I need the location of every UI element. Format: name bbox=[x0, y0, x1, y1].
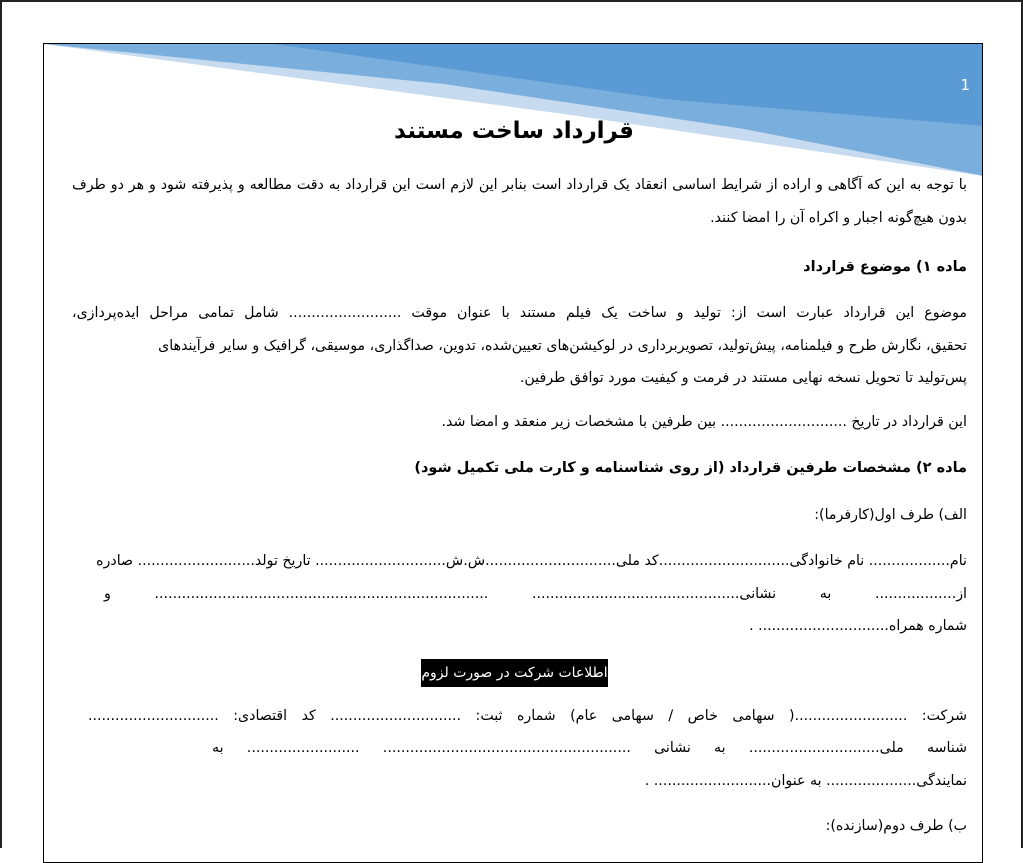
company-line-2: شناسه ملی............................. به نشانی ....................................................... ......................... به bbox=[212, 740, 967, 756]
party-a-label: الف) طرف اول(کارفرما): bbox=[814, 507, 967, 523]
party-a-line-1: نام.................. نام خانوادگی.............................کد ملی.............................ش.ش............................. تاریخ تولد.......................... صادره bbox=[96, 553, 967, 569]
company-line-1: شرکت: .........................( سهامی خاص / سهامی عام) شماره ثبت: ............................. کد اقتصادی: ............................. bbox=[88, 708, 967, 724]
contract-date-line: این قرارداد در تاریخ ............................ بین طرفین با مشخصات زیر منعقد و امضا شد. bbox=[441, 414, 967, 430]
intro-line-2: بدون هیچ‌گونه اجبار و اکراه آن را امضا کنند. bbox=[710, 210, 967, 226]
party-a-line-2: از.................. به نشانی.............................................. .......................................................................... و bbox=[104, 586, 967, 602]
article-1-line-1: موضوع این قرارداد عبارت است از: تولید و ساخت یک فیلم مستند با عنوان موقت ......................... شامل تمامی مراحل ایده‌پردازی، bbox=[72, 305, 967, 321]
company-line-3: نمایندگی.................... به عنوان.......................... . bbox=[644, 773, 967, 789]
page-number: 1 bbox=[960, 76, 970, 94]
article-1-line-2: تحقیق، نگارش طرح و فیلمنامه، پیش‌تولید، تصویربرداری در لوکیشن‌های تعیین‌شده، تدوین، صداگذاری، موسیقی، گرافیک و سایر فرآیندهای bbox=[158, 338, 967, 354]
intro-line-1: با توجه به این که آگاهی و اراده از شرایط اساسی انعقاد یک قرارداد است بنابر این لازم است این قرارداد به دقت مطالعه و پذیرفته شود و هر دو طرف bbox=[72, 177, 967, 193]
header-decoration bbox=[44, 44, 983, 184]
document-title: قرارداد ساخت مستند bbox=[394, 118, 634, 144]
party-b-label: ب) طرف دوم(سازنده): bbox=[825, 818, 967, 834]
article-2-heading: ماده ۲) مشخصات طرفین قرارداد (از روی شناسنامه و کارت ملی تکمیل شود) bbox=[414, 460, 967, 476]
article-1-heading: ماده ۱) موضوع قرارداد bbox=[803, 259, 967, 275]
company-info-banner: اطلاعات شرکت در صورت لزوم bbox=[421, 659, 608, 687]
article-1-line-3: پس‌تولید تا تحویل نسخه نهایی مستند در فرمت و کیفیت مورد توافق طرفین. bbox=[519, 370, 967, 386]
party-a-line-3: شماره همراه............................. . bbox=[749, 618, 967, 634]
document-page bbox=[43, 43, 983, 863]
